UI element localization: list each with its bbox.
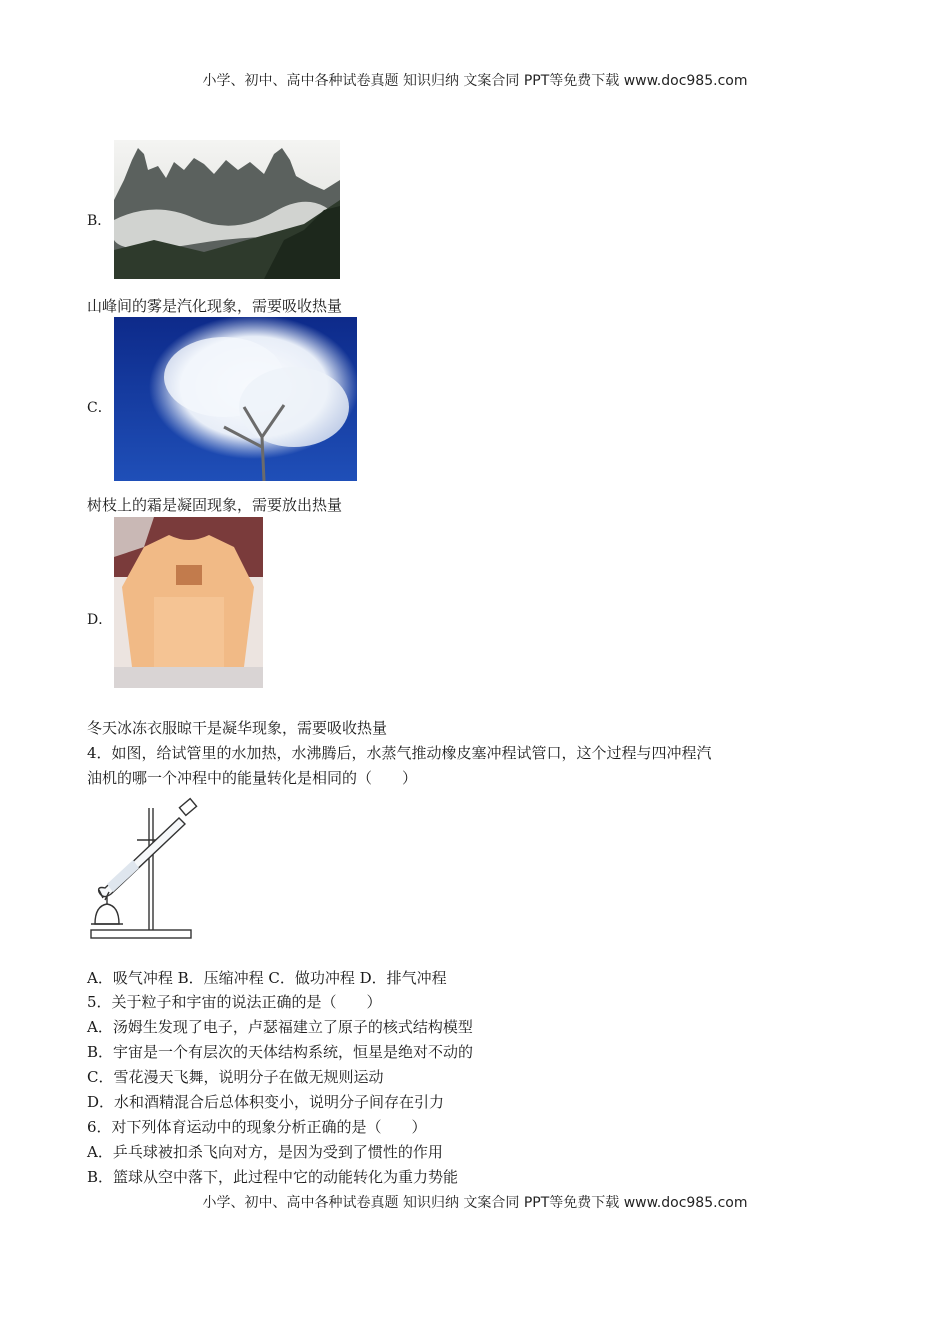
q5-stem: 5．关于粒子和宇宙的说法正确的是（ ） bbox=[87, 993, 382, 1011]
option-b-letter: B． bbox=[87, 213, 112, 229]
q6-option-a: A．乒乓球被扣杀飞向对方，是因为受到了惯性的作用 bbox=[87, 1143, 443, 1161]
option-d-letter: D． bbox=[87, 612, 113, 628]
option-b-caption: 山峰间的雾是汽化现象，需要吸收热量 bbox=[87, 297, 343, 315]
q5-option-d: D．水和酒精混合后总体积变小，说明分子间存在引力 bbox=[87, 1093, 445, 1111]
option-d-caption: 冬天冰冻衣服晾干是凝华现象，需要吸收热量 bbox=[87, 719, 388, 737]
q5-option-a: A．汤姆生发现了电子，卢瑟福建立了原子的核式结构模型 bbox=[87, 1018, 473, 1036]
q6-stem: 6．对下列体育运动中的现象分析正确的是（ ） bbox=[87, 1118, 427, 1136]
page-header: 小学、初中、高中各种试卷真题 知识归纳 文案合同 PPT等免费下载 www.doc985.com bbox=[202, 73, 748, 89]
q6-option-b: B．篮球从空中落下，此过程中它的动能转化为重力势能 bbox=[87, 1168, 459, 1186]
q5-option-c: C．雪花漫天飞舞，说明分子在做无规则运动 bbox=[87, 1068, 384, 1086]
frozen-sweater-image bbox=[114, 517, 263, 688]
option-c-letter: C． bbox=[87, 400, 112, 416]
frost-tree-image bbox=[114, 317, 357, 481]
q4-stem-line1: 4．如图，给试管里的水加热，水沸腾后，水蒸气推动橡皮塞冲程试管口，这个过程与四冲程汽 bbox=[87, 744, 712, 762]
option-c-caption: 树枝上的霜是凝固现象，需要放出热量 bbox=[87, 496, 343, 514]
q4-options: A．吸气冲程 B．压缩冲程 C．做功冲程 D．排气冲程 bbox=[87, 969, 447, 987]
q5-option-b: B．宇宙是一个有层次的天体结构系统，恒星是绝对不动的 bbox=[87, 1043, 474, 1061]
misty-mountains-image bbox=[114, 140, 340, 279]
page-footer: 小学、初中、高中各种试卷真题 知识归纳 文案合同 PPT等免费下载 www.doc985.com bbox=[202, 1195, 748, 1211]
test-tube-apparatus-diagram bbox=[87, 788, 199, 940]
q4-stem-line2: 油机的哪一个冲程中的能量转化是相同的（ ） bbox=[87, 769, 418, 787]
